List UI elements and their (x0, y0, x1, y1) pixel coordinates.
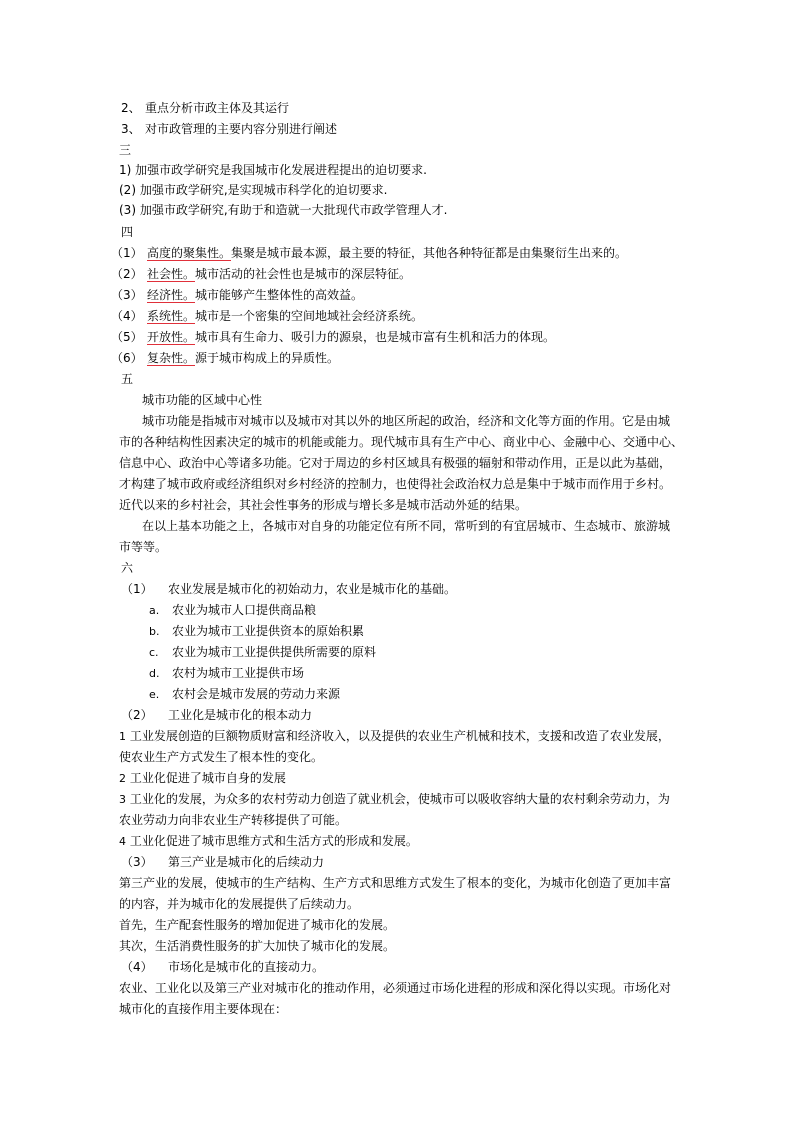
list-item-text: 加强市政学研究,是实现城市科学化的迫切要求. (139, 183, 388, 197)
list-number: （2） (111, 267, 143, 281)
list-item (147, 245, 627, 261)
list-number: （3） (111, 288, 143, 302)
term: 复杂性。 (147, 351, 196, 365)
term: 开放性。 (147, 330, 196, 344)
list-item-text: 城市具有生命力、吸引力的源泉，也是城市富有生机和活力的体现。 (195, 330, 556, 344)
paragraph-line: 使农业生产方式发生了根本性的变化。 (119, 750, 324, 764)
list-number: （1） (121, 582, 153, 596)
list-item-text: 集聚是城市最本源，最主要的特征，其他各种特征都是由集聚衍生出来的。 (231, 246, 628, 260)
paragraph-line: 的内容，并为城市化的发展提供了后续动力。 (119, 897, 360, 911)
section-heading: 六 (121, 561, 134, 575)
paragraph-text: 工业化促进了城市自身的发展 (129, 771, 286, 785)
paragraph-line (119, 833, 418, 850)
paragraph-line: 农业劳动力向非农业生产转移提供了可能。 (119, 813, 348, 827)
paragraph-line: 信息中心、政治中心等诸多功能。它对于周边的乡村区域具有极强的辐射和带动作用，正是以此为基础， (119, 456, 672, 470)
list-number: 3、 (121, 122, 141, 136)
list-item-text: 农村会是城市发展的劳动力来源 (172, 687, 341, 701)
paragraph-text: 工业发展创造的巨额物质财富和经济收入，以及提供的农业生产机械和技术，支援和改造了农业发展， (129, 729, 670, 743)
paragraph-line: 市等等。 (119, 540, 168, 554)
list-number: 2 (119, 772, 126, 785)
paragraph-line (119, 770, 286, 787)
list-item-text: 城市是一个密集的空间地域社会经济系统。 (195, 309, 424, 323)
paragraph-line: 农业、工业化以及第三产业对城市化的推动作用，必须通过市场化进程的形成和深化得以实现。市场化对 (119, 981, 672, 995)
paragraph-line: 在以上基本功能之上，各城市对自身的功能定位有所不同，常听到的有宜居城市、生态城市、旅游城 (142, 519, 671, 533)
term: 经济性。 (147, 288, 196, 302)
list-item (147, 329, 555, 345)
list-item-text: 农业为城市人口提供商品粮 (172, 603, 317, 617)
list-item-text: 城市能够产生整体性的高效益。 (195, 288, 364, 302)
list-item (147, 350, 339, 366)
paragraph-text: 工业化的发展，为众多的农村劳动力创造了就业机会，使城市可以吸收容纳大量的农村剩余劳动力，为 (129, 792, 670, 806)
list-number: 4 (119, 835, 126, 848)
section-heading: 五 (121, 372, 134, 386)
term: 系统性。 (147, 309, 196, 323)
list-number: (3) (119, 203, 136, 217)
list-item (147, 266, 411, 282)
list-item-text: 加强市政学研究,有助于和造就一大批现代市政学管理人才. (139, 203, 448, 217)
subheading: 工业化是城市化的根本动力 (168, 708, 313, 722)
list-item (147, 308, 423, 324)
list-number: 3 (119, 793, 126, 806)
list-item-text: 城市活动的社会性也是城市的深层特征。 (195, 267, 412, 281)
list-number: （4） (121, 960, 153, 974)
paragraph-line: 城市化的直接作用主要体现在： (119, 1002, 288, 1016)
subheading: 市场化是城市化的直接动力。 (168, 960, 325, 974)
list-item (119, 182, 387, 198)
list-item-text: 农村为城市工业提供市场 (172, 666, 305, 680)
subheading: 农业发展是城市化的初始动力，农业是城市化的基础。 (168, 582, 457, 596)
list-item-text: 重点分析市政主体及其运行 (145, 101, 290, 115)
paragraph-line (119, 791, 670, 808)
list-item-text: 农业为城市工业提供资本的原始积累 (172, 624, 365, 638)
list-letter: e. (149, 688, 160, 701)
paragraph-line: 第三产业的发展，使城市的生产结构、生产方式和思维方式发生了根本的变化，为城市化创造了更加丰富 (119, 876, 672, 890)
term: 社会性。 (147, 267, 196, 281)
paragraph-line: 城市功能是指城市对城市以及城市对其以外的地区所起的政治，经济和文化等方面的作用。它是由城 (142, 414, 671, 428)
paragraph-line: 近代以来的乡村社会，其社会性事务的形成与增长多是城市活动外延的结果。 (119, 498, 528, 512)
paragraph-text: 工业化促进了城市思维方式和生活方式的形成和发展。 (129, 834, 418, 848)
paragraph-line: 才构建了城市政府或经济组织对乡村经济的控制力，也使得社会政治权力总是集中于城市而作用于乡村。 (119, 477, 672, 491)
paragraph-line: 市的各种结构性因素决定的城市的机能或能力。现代城市具有生产中心、商业中心、金融中心、交通中心、 (119, 435, 684, 449)
list-letter: b. (149, 625, 160, 638)
term: 高度的聚集性。 (147, 246, 232, 260)
list-letter: c. (149, 646, 159, 659)
subheading: 第三产业是城市化的后续动力 (168, 855, 325, 869)
section-heading: 三 (119, 143, 132, 157)
list-item (119, 202, 447, 218)
list-number: (2) (119, 183, 136, 197)
list-number: （2） (121, 708, 153, 722)
list-letter: d. (149, 667, 160, 680)
list-number: （5） (111, 330, 143, 344)
list-number: 1 (119, 730, 126, 743)
list-number: 2、 (121, 101, 141, 115)
list-item (119, 162, 427, 178)
list-number: （4） (111, 309, 143, 323)
section-heading: 四 (121, 225, 134, 239)
list-number: （3） (121, 855, 153, 869)
list-number: 1) (119, 163, 132, 177)
list-number: （6） (111, 351, 143, 365)
list-number: （1） (111, 246, 143, 260)
paragraph-line (119, 728, 670, 745)
list-item-text: 加强市政学研究是我国城市化发展进程提出的迫切要求. (135, 163, 427, 177)
paragraph-title: 城市功能的区域中心性 (142, 393, 263, 407)
list-item-text: 对市政管理的主要内容分别进行阐述 (145, 122, 338, 136)
list-item (147, 287, 363, 303)
list-item-text: 农业为城市工业提供提供所需要的原料 (172, 645, 377, 659)
paragraph-line: 首先，生产配套性服务的增加促进了城市化的发展。 (119, 918, 396, 932)
list-item-text: 源于城市构成上的异质性。 (195, 351, 340, 365)
list-letter: a. (149, 604, 160, 617)
paragraph-line: 其次，生活消费性服务的扩大加快了城市化的发展。 (119, 939, 396, 953)
